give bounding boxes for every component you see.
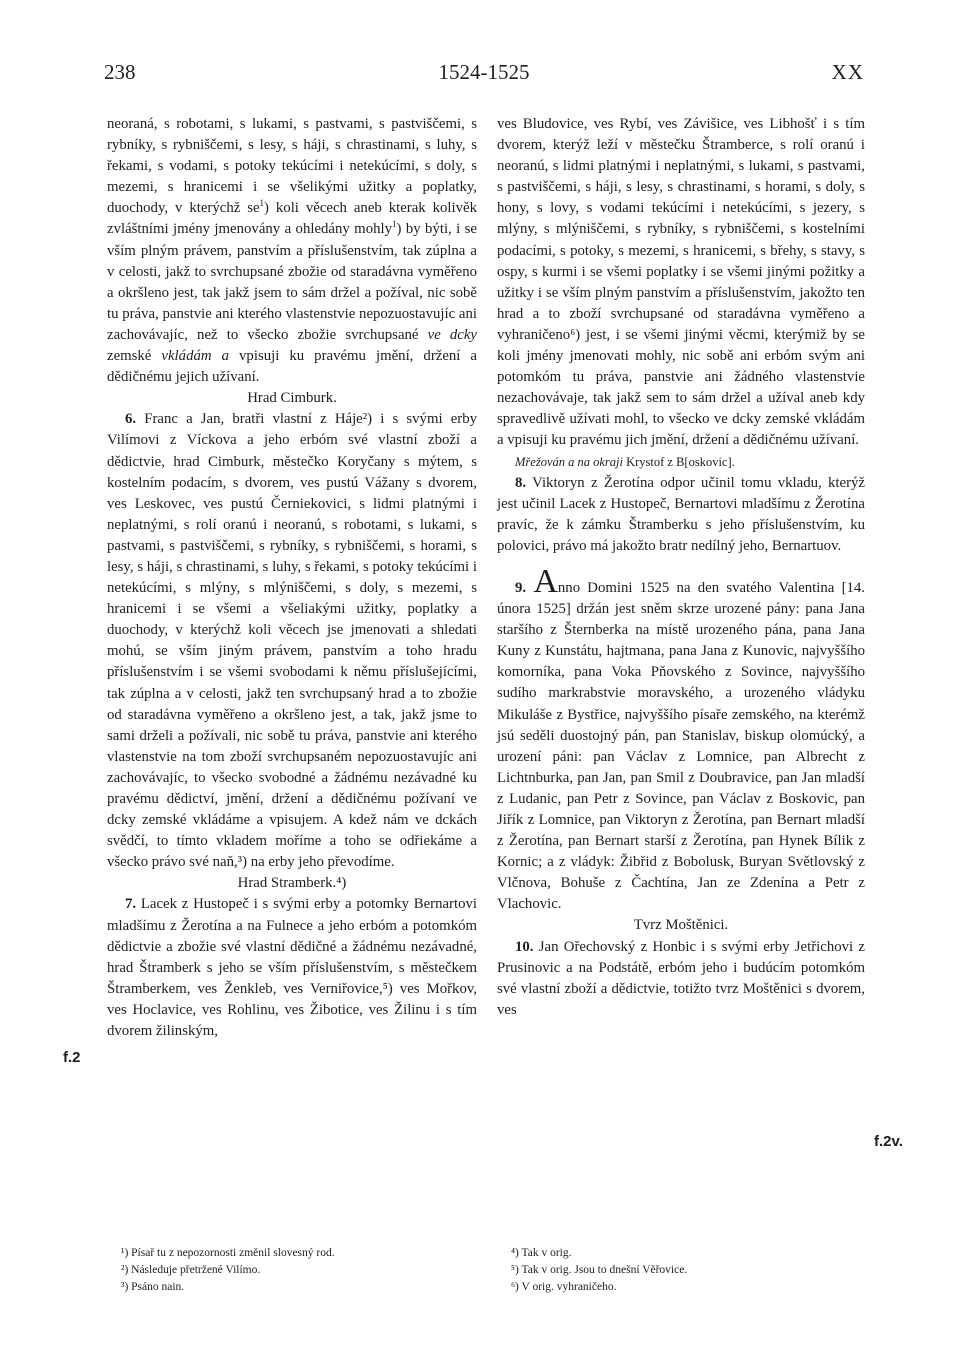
italic-run: vkládám a [161,348,229,365]
entry-number: 7. [125,896,137,913]
section-heading: Hrad Stramberk.⁴) [237,875,347,892]
entry-number: 8. [515,474,527,491]
right-text-column [497,114,865,1021]
text-run: vpisuji ku pravému jmění, držení a dědičnému jejich užívaní. [107,348,477,386]
section-heading: Tvrz Moštěnici. [633,917,729,934]
running-title-years: 1524-1525 [438,60,530,84]
entry-text: Lacek z Hustopeč i s svými erby a potomky Bernartovi mladšímu z Žerotína a na Fulnece a jeho erbóm a potomkóm dědictvie a zbožie své vlastní dědičné a žádnému nezávadné, hrad Štramberk s jeho se vším příslušenstvím, s městečkem Štramberkem, ves Ženkleb, ves Verniřovice,⁵) ves Mořkov, ves Hoclavice, ves Rohlinu, ves Žibotice, ves Žilinu i s tím dvorem žilinským, [107,896,477,1040]
entry-text: Jan Ořechovský z Honbic i s svými erby Jetřichovi z Prusinovic a na Podstátě, erbóm jeho i budúcím potomkóm své vlastní zboží a dědictvie, totižto tvrz Moštěnici s dvorem, ves [497,938,865,1018]
footnote: ⁶) V orig. vyhraničeho. [511,1281,617,1293]
paragraph-continuation: ves Bludovice, ves Rybí, ves Závišice, ves Libhošť i s tím dvorem, kterýž leží v městečku Štramberce, s rolí oranú i neoranú, s lidmi platnými i neplatnými, s lukami, s pastvami, s pastviščemi, s háji, s lesy, s chrastinami, s horami, s doly, s hony, s lovy, s vodami tekúcími i netekúcími, s jezery, s mlýny, s mlýniščemi, s rybníky, s rybniščemi, s kostelními podacími, s potoky, s mezemi, s hranicemi, s břehy, s stavy, s ospy, s kurmi i se všemi poplatky i se všemi jinými požitky a užitky i se vším plným panstvím a příslušenstvím, jakožto ten hrad a to zboží svrchupsané od staradávna vyměřeno a vyhraničeno⁶) jest, i se všemi jinými věcmi, kterýmiž by se koli jmény jmenovati mohly, nic sobě ani erbóm svým ani potomkóm tu práva, panstvie ani žádného vlastenstvie nezachovávaje, tak jakž sem to sám držel a užíval aneb kdy spravedlivě užívati mohl, to všecko ve dcky zemské vkládám a vpisuji ku pravému jich jmění, držení a dědičnému užívaní. [497,116,865,449]
entry-7 [107,894,477,1042]
footnote: ³) Psáno nain. [121,1281,185,1293]
entry-6 [107,409,477,873]
italic-run: Mřežován a na okraji [515,454,623,469]
footnotes-left [121,1245,481,1296]
entry-9 [497,562,865,916]
footnote: ¹) Písař tu z nepozornosti změnil slovesný rod. [121,1247,335,1259]
entry-number: 9. [515,579,527,596]
entry-text: nno Domini 1525 na den svatého Valentina [14. února 1525] držán jest sněm skrze urozené pány: pana Jana staršího z Šternberka na místě urozeného pána, pana Jana Kuny z Kunstátu, hajtmana, pana Jana z Kunovic, najvyššího komorníka, pana Voka Pňovského z Sovince, najvyššího sudího markrabstvie moravského, a urozeného vládyku Mikuláše z Bystřice, najvyššího písaře zemského, na kterémž jsú seděli duostojný pán, pan Stanislav, biskup olomúcký, a urození páni: pan Václav z Lomnice, pan Albrecht z Lichtnburka, pan Jan, pan Smil z Doubravice, pan Jan mladší z Ludanic, pan Petr z Sovince, pan Václav z Boskovic, pan Jiřík z Lomnice, pan Viktoryn z Žerotína, pan Bernart mladší z Žerotína, pan Bernart starší z Žerotína, pan Hynek Bílik z Kornic; a z vládyk: Žibřid z Bobolusk, Buryan Světlovský z Vlčnova, Bohuše z Čachtína, Jan ze Zdenína a Petr z Vlachovic. [497,579,865,913]
entry-10 [497,937,865,1021]
footnotes-right [511,1245,871,1296]
text-run: ) koli věcech aneb kterak kolivěk zvláštními jmény jmenovány a ohledány mohly [107,200,477,238]
entry-text: Viktoryn z Žerotína odpor učinil tomu vkladu, kterýž jest učinil Lacek z Hustopeč, Bernartovi mladšímu z Žerotína pravíc, že k zámku Štramberku s jeho příslušenstvím, ku polovici, právo má jakožto bratr nedílný jeho, Bernartuov. [497,474,865,554]
entry-8 [497,473,865,557]
text-run: zemské [107,348,152,365]
footnote: ⁵) Tak v orig. Jsou to dnešní Věřovice. [511,1264,688,1276]
folio-marker-right: f.2v. [874,1133,903,1150]
section-heading: Hrad Cimburk. [247,390,337,407]
paragraph-continuation [107,114,477,388]
page-number: 238 [104,60,136,84]
footnote: ²) Následuje přetržené Vilímo. [121,1264,261,1276]
folio-marker-left: f.2 [63,1049,81,1066]
text-run: ) by býti, i se vším plným právem, panstvím a příslušenstvím, tak zúplna a v celosti, jakž to svrchupsané zbožie od staradávna vyměřeno a okršleno jest, tak jakž jsem to sám držel a požíval, nic sobě tu práva, panstvie ani kterého vlastenstvie nepozuostavujíc ani zachovávajíc, než to všecko zbožie svrchupsané [107,221,477,343]
text-run: neoraná, s robotami, s lukami, s pastvami, s pastviščemi, s rybníky, s rybniščemi, s lesy, s háji, s chrastinami, s luhy, s řekami, s vodami, s potoky tekúcími i netekúcími, s doly, s mezemi, s hranicemi i se všelikými užitky a poplatky, duochody, v kterýchž se [107,116,477,217]
italic-run: ve dcky [427,326,477,343]
running-header [104,60,864,90]
initial-capital: A [533,562,558,600]
footnote: ⁴) Tak v orig. [511,1247,572,1259]
text-run: Krystof z B[oskovic]. [626,454,735,469]
editorial-note [497,452,865,473]
entry-number: 6. [125,411,137,428]
section-number: XX [831,60,864,84]
entry-number: 10. [515,938,534,955]
entry-text: Franc a Jan, bratři vlastní z Háje²) i s svými erby Vilímovi z Víckova a jeho erbóm své vlastní zboží a dědictvie, hrad Cimburk, městečko Koryčany s mýtem, s kostelním podacím, s dvorem, ves pustú Vážany s dvorem, ves Leskovec, ves pustú Černiekovici, s lidmi platnými i neplatnými, s rolí oranú i neoranú, s robotami, s lukami, s pastvami, s pastviščemi, s rybníky, s rybniščemi, s horami, s lesy, s háji, s chrastinami, s luhy, s řekami, s potoky tekúcími i netekúcími, s mlýny, s mlýniščemi, s doly, s mezemi, s hranicemi i se všemi a všeliakými užitky, poplatky a duochody, v kterýchž koli věcech jse jmenovati a shledati mohú, se vším jiným právem, panstvím a toho hradu příslušenstvím i se všemi svobodami k němu příslušejícími, tak zúplna a v celosti, jakž ten svrchupsaný hrad a to zbožie od staradávna vyměřeno a okršleno jest, a tak, jakž jsme to sami drželi a požívali, nic sobě tu práva, panstvie ani kterého vlastenstvie na tom zboží svrchupsaném nepozuostavujíc ani zachovávajíc, to všecko svobodné a žádnému nezávadné ku pravému dědictví, jmění, držení a dědičnému požívaní ve dcky zemské vkládáme a vpisujem. A kdež nám ve dckách svědčí, to tímto vkladem moříme a toho se odřiekáme a všecko právo své naň,³) na erby jeho převodíme. [107,411,477,871]
footnote-ref: 1 [392,219,397,230]
left-text-column [107,114,477,1042]
footnote-ref: 1 [259,198,265,209]
